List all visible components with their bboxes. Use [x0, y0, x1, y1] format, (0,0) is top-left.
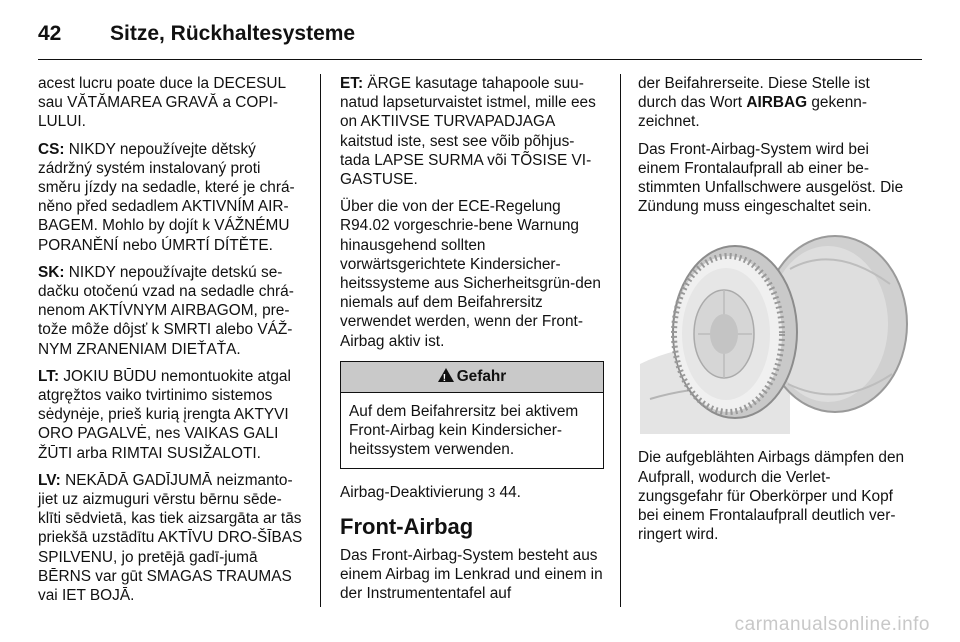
header-divider — [38, 59, 922, 60]
paragraph-sk: SK: NIKDY nepoužívajte detskú se-dačku otočenú vzad na sedadle chrá-nenom AKTÍVNYM AIRBAGOM, pre-tože môže dôjsť k SMRTI alebo VÁŽ-NYM ZRANENIAM DIEŤAŤA. — [38, 263, 294, 358]
page-ref-arrow-icon: 3 — [488, 484, 496, 500]
airbag-word: AIRBAG — [746, 94, 808, 112]
paragraph-front-airbag-intro: Das Front-Airbag-System besteht aus einem Airbag im Lenkrad und einem in der Instrumententafel auf — [340, 546, 603, 603]
section-heading-front-airbag: Front-Airbag — [340, 513, 474, 539]
lang-label-sk: SK: — [38, 263, 65, 281]
airbag-illustration — [640, 224, 910, 434]
deactivation-reference[interactable]: Airbag-Deaktivierung 3 44. — [340, 483, 521, 501]
lang-label-et: ET: — [340, 75, 364, 92]
lang-label-cs: CS: — [38, 140, 65, 158]
section-title: Sitze, Rückhaltesysteme — [110, 22, 356, 45]
paragraph-deployment: Das Front-Airbag-System wird bei einem Frontalaufprall ab einer be-stimmten Unfallschwere ausgelöst. Die Zündung muss eingeschaltet sein. — [638, 140, 904, 216]
column-2 — [340, 74, 604, 611]
lang-label-lv: LV: — [38, 471, 61, 489]
paragraph-impact: Die aufgeblähten Airbags dämpfen den Aufprall, wodurch die Verlet-zungsgefahr für Oberkörper und Kopf bei einem Frontalaufprall deutlich ver-ringert wird. — [638, 449, 905, 544]
warning-header — [341, 362, 603, 393]
paragraph-lt: LT: JOKIU BŪDU nemontuokite atgal atgręžtos vaiko tvirtinimo sistemos sėdynėje, prieš kurią įrengta AKTYVI ORO PAGALVĖ, nes VAIKAS GALI ŽŪTI arba RIMTAI SUSIŽALOTI. — [38, 367, 291, 462]
paragraph-cs: CS: NIKDY nepoužívejte dětský zádržný systém instalovaný proti směru jízdy na sedadle, které je chrá-něno před sedadlem AKTIVNÍM AIR-BAGEM. Mohlo by dojít k VÁŽNÉMU PORANĚNÍ nebo ÚMRTÍ DÍTĚTE. — [38, 140, 295, 254]
column-divider-2 — [620, 74, 621, 607]
warning-title: Gefahr — [456, 367, 507, 385]
paragraph-airbag-location: der Beifahrerseite. Diese Stelle ist durch das Wort AIRBAG gekenn-zeichnet. — [638, 75, 870, 131]
warning-triangle-icon — [438, 368, 454, 382]
warning-box — [340, 361, 604, 469]
paragraph-et: ET: ÄRGE kasutage tahapoole suu-natud lapseturvaistet istmel, mille ees on AKTIIVSE TURVAPADJAGA kaitstud iste, sest see võib põhjus-tada LAPSE SURMA või TÕSISE VI-GASTUSE. — [340, 75, 596, 189]
page-header — [38, 18, 355, 50]
column-3 — [638, 74, 912, 552]
watermark: carmanualsonline.info — [734, 614, 930, 635]
page-number: 42 — [38, 22, 62, 45]
paragraph-ro: acest lucru poate duce la DECESUL sau VĂTĂMAREA GRAVĂ a COPI-LULUI. — [38, 75, 286, 131]
airbag-deployment-icon — [640, 224, 910, 434]
lang-label-lt: LT: — [38, 367, 60, 385]
column-divider-1 — [320, 74, 321, 607]
paragraph-ece: Über die von der ECE-Regelung R94.02 vorgeschrie-bene Warnung hinausgehend sollten vorwärtsgerichtete Kindersicher-heitssysteme aus Sicherheitsgrün-den niemals auf dem Beifahrersitz verwendet werden, wenn der Front-Airbag aktiv ist. — [340, 198, 601, 350]
column-1 — [38, 74, 304, 613]
paragraph-lv: LV: NEKĀDĀ GADĪJUMĀ neizmanto-jiet uz aizmuguri vērstu bērnu sēde-klīti sēdvietā, kas tiek aizsargāta ar tās priekšā uzstādītu AKTĪVU DRO-ŠĪBAS SPILVENU, jo pretējā gadī-jumā BĒRNS var gūt SMAGAS TRAUMAS vai IET BOJĀ. — [38, 471, 303, 605]
warning-body: Auf dem Beifahrersitz bei aktivem Front-Airbag kein Kindersicher-heitssystem verwenden. — [349, 403, 579, 459]
